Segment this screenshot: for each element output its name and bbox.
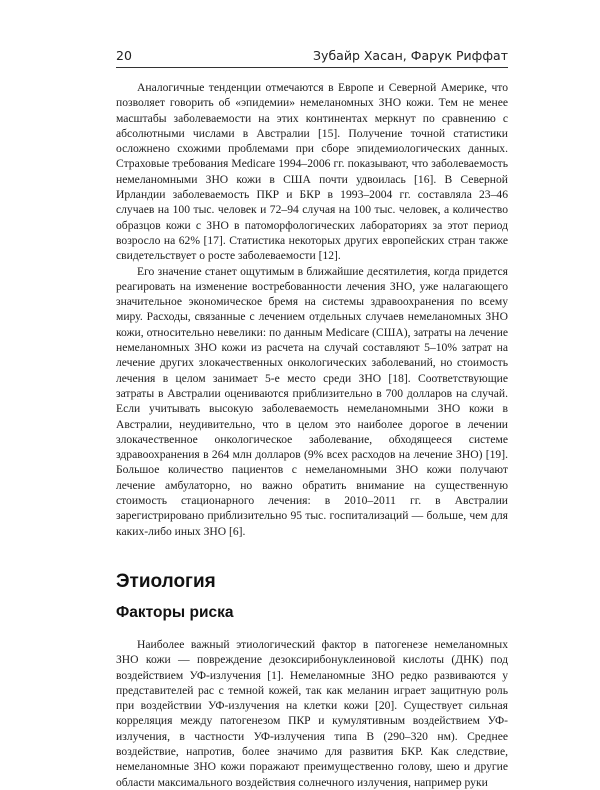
paragraph-2: Его значение станет ощутимым в ближайшие десятилетия, когда придется реагировать на изменение востребованности лечения ЗНО, уже налагающего значительное экономическое бремя на системы здравоохранения по всему миру. Расходы, связанные с лечением отдельных случаев немеланомных ЗНО кожи, относительно невелики: по данным Medicare (США), затраты на лечение немеланомных ЗНО кожи из расчета на случай составляют 5–10% затрат на лечение других злокачественных онкологических заболеваний, но стоимость лечения в целом занимает 5-е место среди ЗНО [18]. Соответствующие затраты в Австралии оцениваются приблизительно в 700 долларов на случай. Если учитывать высокую заболеваемость немеланомными ЗНО кожи в Австралии, неудивительно, что в целом это наиболее дорогое в лечении злокачественное онкологическое заболевание, обходящееся системе здравоохранения в 264 млн долларов (9% всех расходов на лечение ЗНО) [19]. Большое количество пациентов с немеланомными ЗНО кожи получают лечение амбулаторно, но важно обратить внимание на существенную стоимость стационарного лечения: в 2010–2011 гг. в Австралии зарегистрировано приблизительно 95 тыс. госпитализаций — больше, чем для каких-либо иных ЗНО [6]. (116, 264, 508, 538)
body-text (116, 80, 508, 790)
page-number: 20 (116, 48, 132, 63)
paragraph-3: Наиболее важный этиологический фактор в патогенезе немеланомных ЗНО кожи — повреждение дезоксирибонуклеиновой кислоты (ДНК) под воздействием УФ-излучения [1]. Немеланомные ЗНО редко развиваются у представителей рас с темной кожей, так как меланин играет защитную роль при воздействии УФ-излучения на клетки кожи [20]. Существует сильная корреляция между патогенезом ПКР и кумулятивным воздействием УФ-излучения, в частности УФ-излучения типа B (290–320 нм). Среднее воздействие, напротив, более значимо для развития БКР. Как следствие, немеланомные ЗНО кожи поражают преимущественно голову, шею и другие области максимального воздействия солнечного излучения, например руки (116, 637, 508, 789)
paragraph-1: Аналогичные тенденции отмечаются в Европе и Северной Америке, что позволяет говорить об «эпидемии» немеланомных ЗНО кожи. Тем не менее масштабы заболеваемости на этих континентах меркнут по сравнению с абсолютными числами в Австралии [15]. Получение точной статистики осложнено схожими проблемами при сборе эпидемиологических данных. Страховые требования Medicare 1994–2006 гг. показывают, что заболеваемость немеланомными ЗНО кожи в США почти удвоилась [16]. В Северной Ирландии заболеваемость ПКР и БКР в 1993–2004 гг. составляла 23–46 случаев на 100 тыс. человек и 72–94 случая на 100 тыс. человек, а количество образцов кожи с ЗНО в патоморфологических лабораториях за этот период возросло на 62% [17]. Статистика некоторых других европейских стран также свидетельствует о росте заболеваемости [12]. (116, 81, 508, 263)
running-title: Зубайр Хасан, Фарук Риффат (313, 48, 508, 63)
section-heading: Этиология (116, 570, 216, 592)
subsection-heading: Факторы риска (116, 603, 234, 621)
header-rule (116, 67, 508, 68)
